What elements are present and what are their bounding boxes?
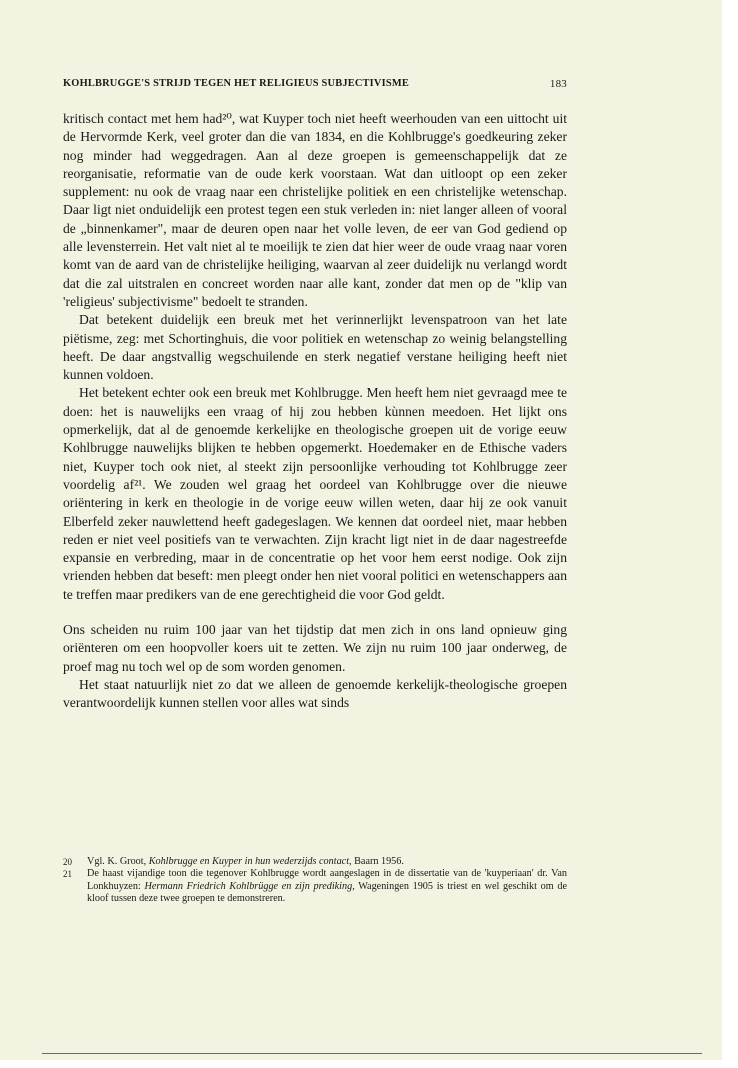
footnote-number: 20	[63, 857, 72, 867]
footnote-text-pre: Vgl. K. Groot,	[87, 856, 149, 867]
footnote-text-post: , Baarn 1956.	[349, 856, 404, 867]
footnote-text	[87, 868, 567, 905]
paragraph: Het betekent echter ook een breuk met Kohlbrugge. Men heeft hem niet gevraagd mee te doen: het is nauwelijks een vraag of hij zou hebben kùnnen meedoen. Het lijkt ons opmerkelijk, dat al de genoemde kerkelijke en theologische groepen uit de vorige eeuw Kohlbrugge nauwelijks blijken te hebben opgemerkt. Hoedemaker en de Ethische vaders niet, Kuyper toch ook niet, al steekt zijn persoonlijke verhouding tot Kohlbrugge zeer voordelig af²¹. We zouden wel graag het oordeel van Kohlbrugge over die nieuwe oriëntering in kerk en theologie in de vorige eeuw willen weten, daar hij ze ook vanuit Elberfeld zeker nauwlettend heeft gadegeslagen. We kennen dat oordeel niet, maar hebben reden er niet veel positiefs van te verwachten. Zijn kracht ligt niet in de daar nagestreefde expansie en verbreding, maar in de concentratie op het voor hem eerst nodige. Ook zijn vrienden hebben dat beseft: men pleegt onder hen niet vooral politici en wetenschappers aan te treffen maar predikers van de ene gerechtigheid die voor God geldt.	[63, 385, 567, 602]
footnote-text-post: , Wageningen 1905 is triest en wel geschikt om de kloof tussen deze twee groepen te demonstreren.	[87, 880, 567, 905]
running-title: KOHLBRUGGE'S STRIJD TEGEN HET RELIGIEUS SUBJECTIVISME	[63, 78, 409, 89]
page-number: 183	[549, 78, 567, 90]
footnote-text	[87, 856, 567, 868]
footnote-text-pre: De haast vijandige toon die tegenover Kohlbrugge wordt aangeslagen in de dissertatie van de 'kuyperiaan' dr. Van Lonkhuyzen:	[87, 868, 567, 892]
footnote	[63, 868, 567, 905]
footnote-title: Kohlbrugge en Kuyper in hun wederzijds contact	[148, 856, 350, 867]
paragraph: kritisch contact met hem had²⁰, wat Kuyper toch niet heeft weerhouden van een uittocht uit de Hervormde Kerk, veel groter dan die van 1834, en die Kohlbrugge's goedkeuring zeker nog minder had weggedragen. Aan al deze groepen is gemeenschappelijk dat ze reorganisatie, reformatie van de oude kerk voorstaan. Wat dan uitloopt op een zeker supplement: nu ook de vraag naar een christelijke politiek en een christelijke wetenschap. Daar ligt niet onduidelijk een protest tegen een stuk verleden in: niet langer alleen of vooral de „binnenkamer", maar de deuren open naar het volle leven, de eer van God gediend op alle levensterrein. Het valt niet al te moeilijk te zien dat hier weer de oude vraag naar voren komt van de aard van de christelijke heiliging, waarvan al zeer duidelijk nu verlangd wordt dat die zal uitstralen en concreet worden naar alle kant, zonder dat men op de "klip van 'religieus' subjectivisme" bedoelt te stranden.	[63, 111, 567, 309]
paragraph: Dat betekent duidelijk een breuk met het verinnerlijkt levenspatroon van het late piëtisme, zeg: met Schortinghuis, die voor politiek en wetenschap zo weinig belangstelling heeft. De daar angstvallig wegschuilende en sterk negatief verstane heiliging heeft niet kunnen voldoen.	[63, 312, 567, 383]
footnotes	[63, 856, 567, 906]
footnote	[63, 856, 567, 868]
body-text	[63, 110, 567, 713]
paragraph: Het staat natuurlijk niet zo dat we alleen de genoemde kerkelijk-theologische groepen verantwoordelijk kunnen stellen voor alles wat sinds	[63, 676, 567, 711]
paragraph: Ons scheiden nu ruim 100 jaar van het tijdstip dat men zich in ons land opnieuw ging oriënteren om een hoopvoller koers uit te zetten. We zijn nu ruim 100 jaar onderweg, de proef mag nu toch wel op de som worden genomen.	[63, 622, 567, 674]
running-header	[63, 78, 567, 90]
footnote-title: Hermann Friedrich Kohlbrügge en zijn prediking	[144, 880, 353, 892]
footnote-number: 21	[63, 869, 72, 880]
scan-edge-line	[42, 1053, 702, 1054]
